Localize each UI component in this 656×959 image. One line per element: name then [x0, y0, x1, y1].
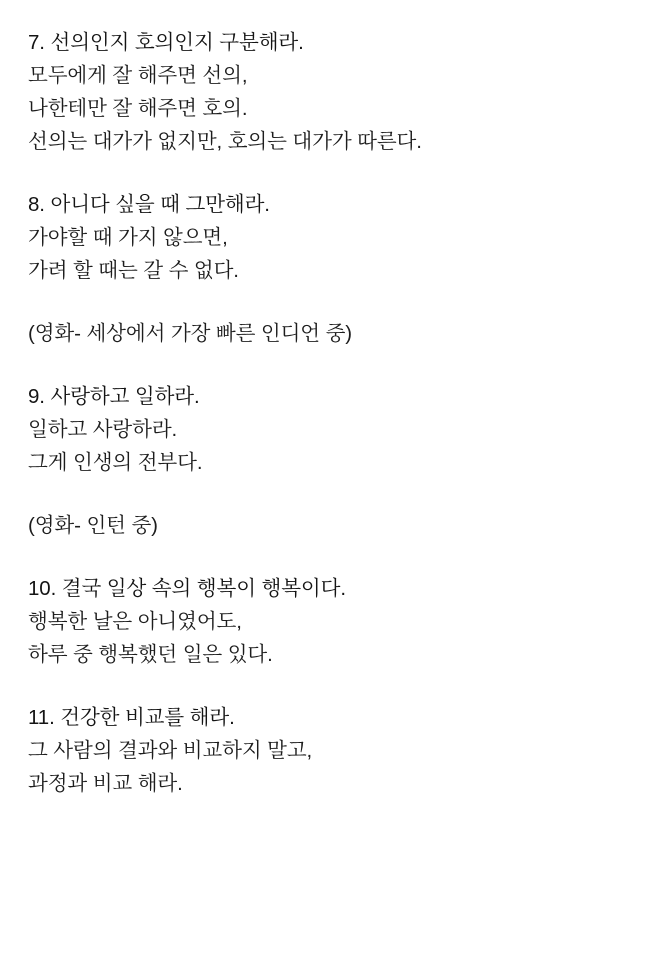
text-block-item-10 — [28, 572, 628, 671]
text-line: 과정과 비교 해라. — [28, 772, 183, 795]
text-line: 행복한 날은 아니였어도, — [28, 610, 242, 633]
text-block-item-9 — [28, 380, 628, 479]
text-line: 9. 사랑하고 일하라. — [28, 385, 200, 408]
text-line: 10. 결국 일상 속의 행복이 행복이다. — [28, 577, 346, 600]
text-line: 모두에게 잘 해주면 선의, — [28, 64, 248, 87]
text-block-source-9 — [28, 509, 628, 542]
text-line: 그 사람의 결과와 비교하지 말고, — [28, 739, 313, 762]
text-line: 11. 건강한 비교를 해라. — [28, 706, 235, 729]
text-line: 하루 중 행복했던 일은 있다. — [28, 643, 273, 666]
text-line: 가야할 때 가지 않으면, — [28, 226, 228, 249]
text-block-item-7 — [28, 26, 628, 158]
text-block-item-11 — [28, 701, 628, 800]
text-line: (영화- 인턴 중) — [28, 514, 158, 537]
text-line: 7. 선의인지 호의인지 구분해라. — [28, 31, 304, 54]
text-line: 가려 할 때는 갈 수 없다. — [28, 259, 239, 282]
text-line: 나한테만 잘 해주면 호의. — [28, 97, 248, 120]
text-line: 선의는 대가가 없지만, 호의는 대가가 따른다. — [28, 130, 422, 153]
text-line: 일하고 사랑하라. — [28, 418, 178, 441]
text-line: (영화- 세상에서 가장 빠른 인디언 중) — [28, 322, 352, 345]
text-block-source-8 — [28, 317, 628, 350]
text-line: 8. 아니다 싶을 때 그만해라. — [28, 193, 270, 216]
text-block-item-8 — [28, 188, 628, 287]
text-line: 그게 인생의 전부다. — [28, 451, 203, 474]
